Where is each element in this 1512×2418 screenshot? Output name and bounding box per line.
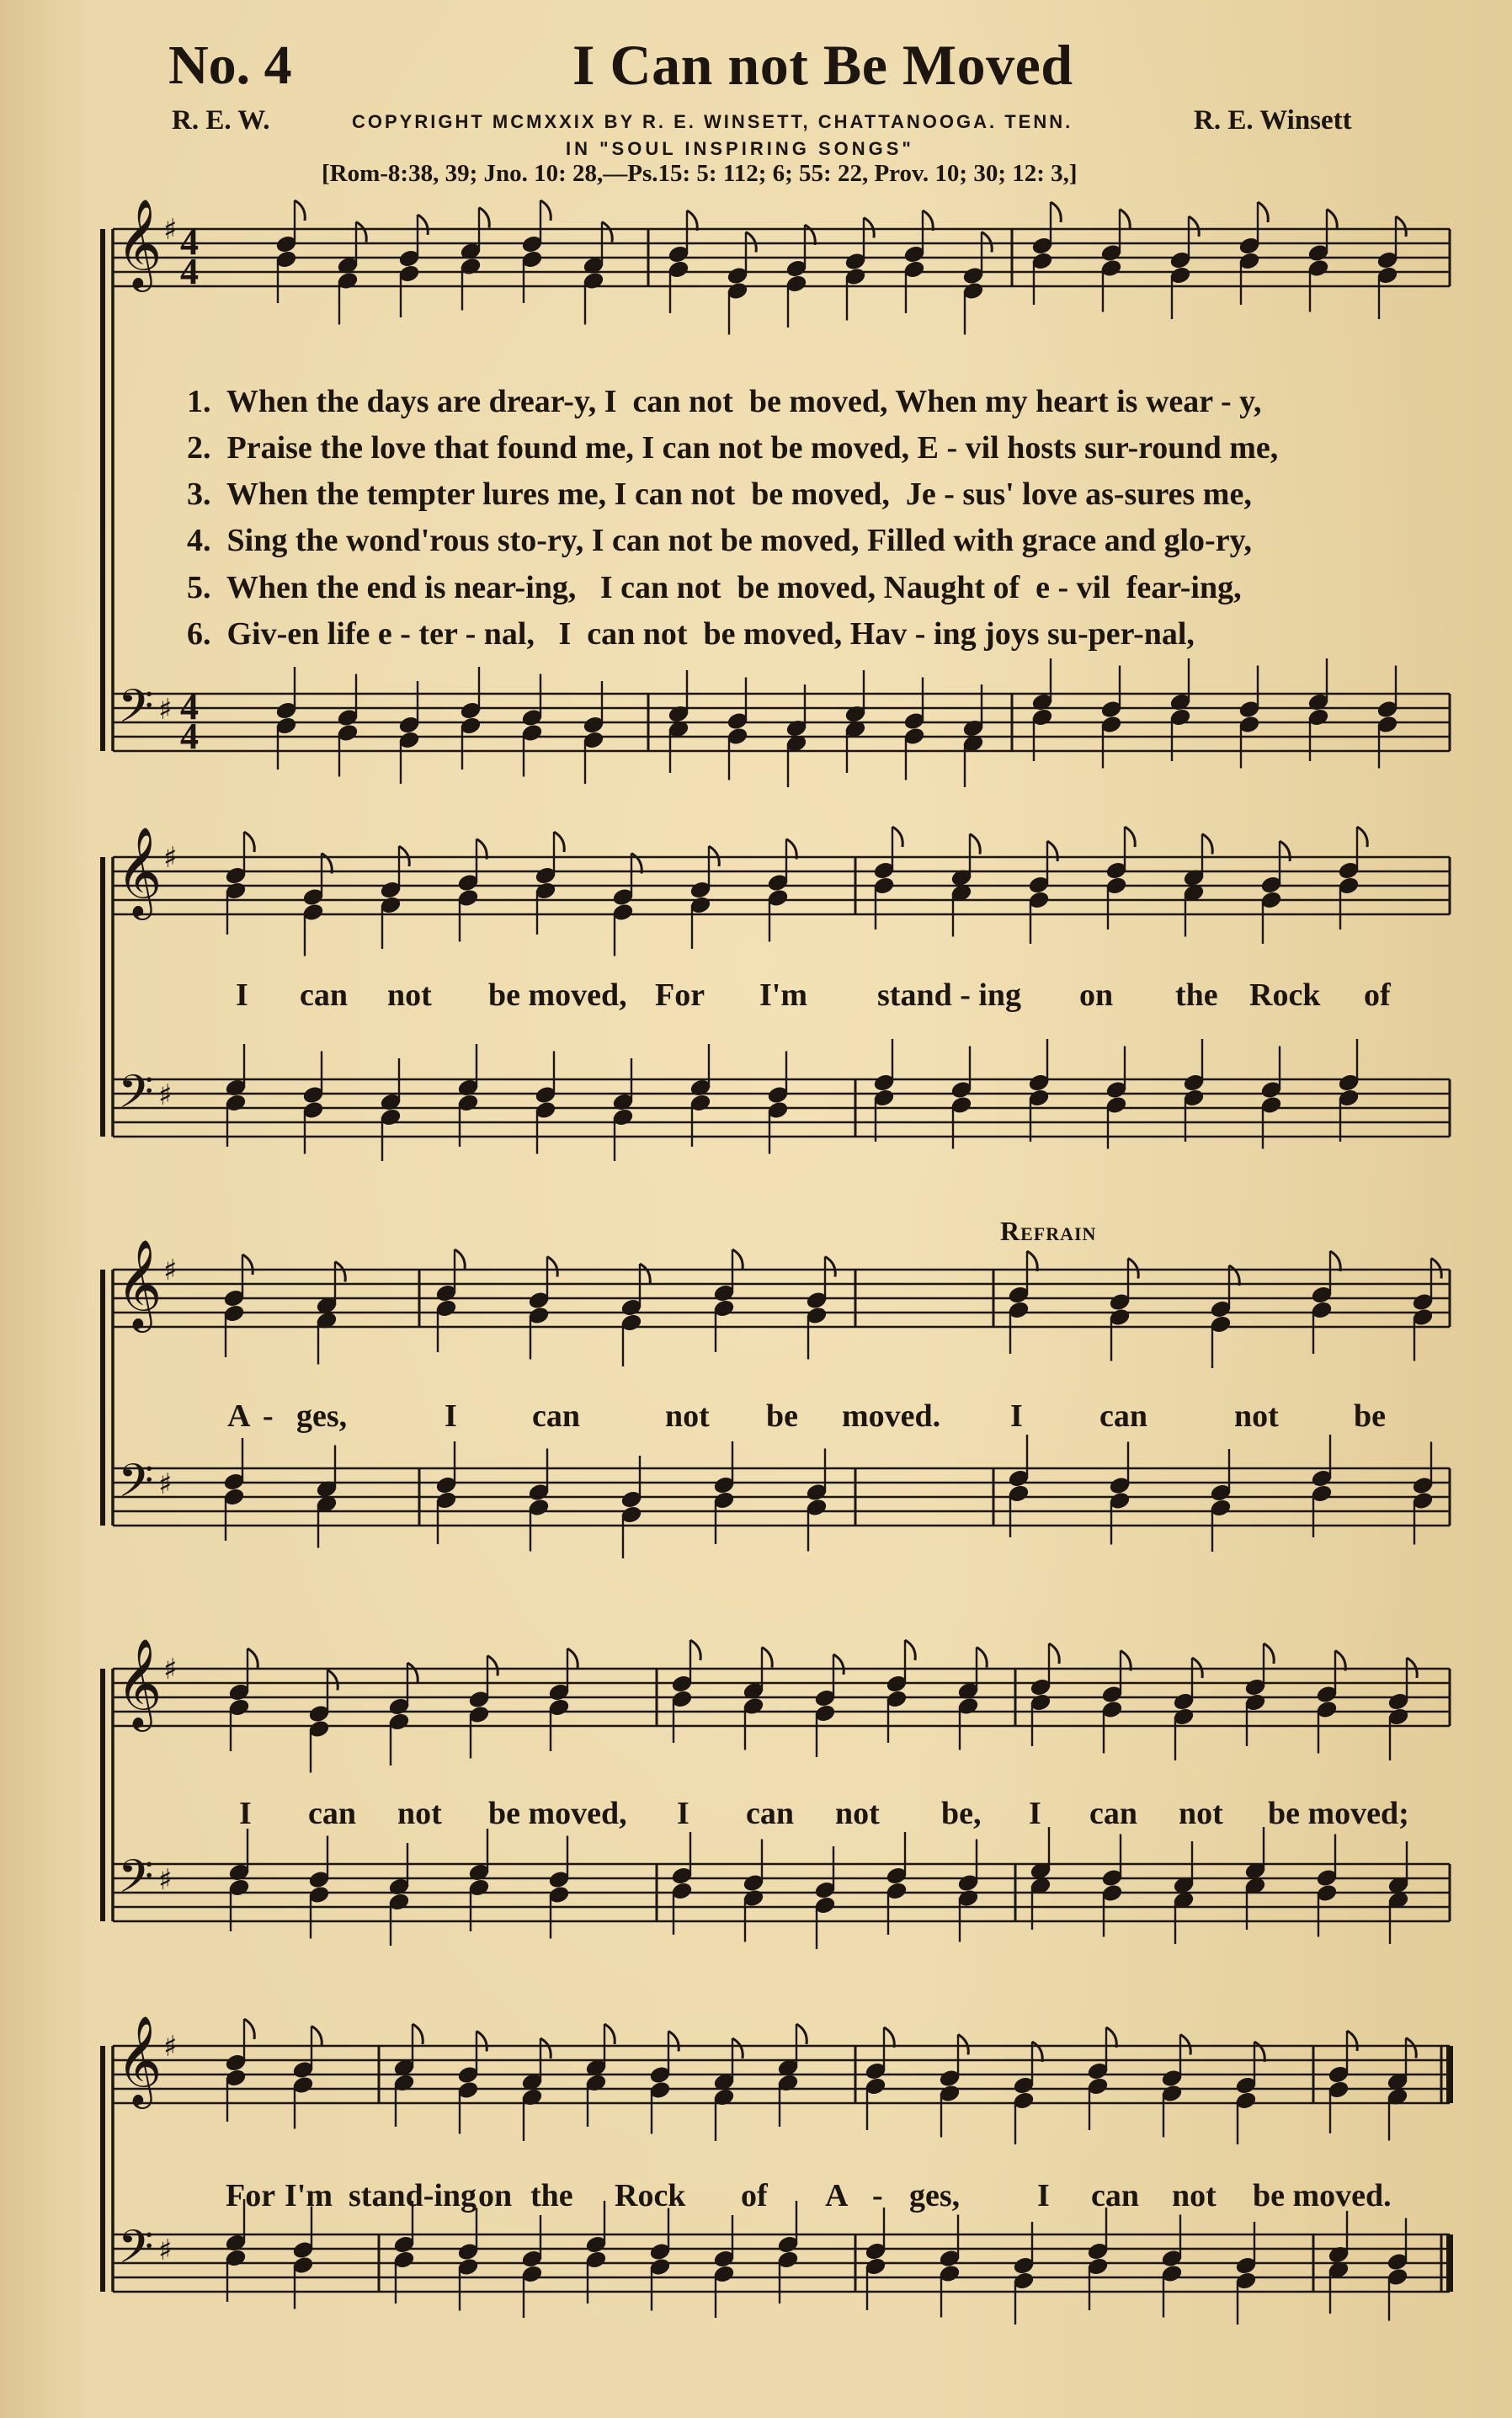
key-signature-sharp-icon: ♯ [163, 213, 178, 247]
key-signature-sharp-icon: ♯ [158, 693, 173, 727]
bass-clef-icon: 𝄢 [118, 1454, 154, 1519]
key-signature-sharp-icon: ♯ [158, 1079, 173, 1112]
hymn-title: I Can not Be Moved [572, 33, 1073, 97]
note-flag [982, 232, 992, 253]
note-flag [476, 2032, 487, 2052]
lyric-syllable: stand - ing [877, 977, 1022, 1013]
lyric-syllable: I [239, 1796, 252, 1831]
note-flag [805, 225, 815, 245]
verse-line-4: 4. Sing the wond'rous sto-ry, I can not be moved, Filled with grace and glo-ry, [187, 523, 1252, 558]
time-signature: 4 [180, 716, 199, 757]
note-flag [1264, 1643, 1274, 1664]
treble-clef-icon: 𝄞 [116, 1238, 162, 1329]
lyric-syllable: - [263, 1398, 274, 1434]
lyric-syllable: I [236, 977, 248, 1013]
note-flag [487, 1656, 498, 1676]
note-flag [687, 210, 697, 231]
note-flag [1051, 202, 1061, 222]
lyric-syllable: the [530, 2178, 573, 2213]
lyric-syllable: For [226, 2178, 276, 2213]
note-flag [554, 832, 564, 852]
note-flag [892, 827, 902, 847]
note-flag [1032, 2042, 1042, 2062]
lyricist: R. E. W. [172, 105, 270, 136]
time-signature: 4 [180, 221, 199, 263]
key-signature-sharp-icon: ♯ [158, 1467, 173, 1501]
lyric-syllable: can [1089, 1796, 1137, 1831]
lyric-syllable: the [1175, 977, 1218, 1013]
note-flag [864, 218, 874, 238]
lyric-syllable: I [445, 1398, 457, 1434]
note-flag [455, 1249, 465, 1270]
note-flag [407, 1663, 418, 1683]
lyric-syllable: be moved. [1253, 2178, 1392, 2213]
lyric-syllable: not [387, 977, 432, 1013]
note-flag [1431, 1259, 1441, 1279]
note-flag [1106, 2027, 1116, 2048]
note-flag [356, 222, 366, 242]
note-flag [1327, 210, 1337, 230]
note-flag [547, 1257, 557, 1277]
bass-clef-icon: 𝄢 [118, 2220, 154, 2285]
lyric-syllable: Rock [615, 2178, 686, 2213]
note-flag [1180, 2035, 1190, 2055]
key-signature-sharp-icon: ♯ [163, 841, 178, 875]
lyric-syllable: on [478, 2178, 513, 2213]
note-flag [833, 1654, 844, 1675]
lyric-syllable: I [677, 1796, 689, 1831]
note-flag [958, 2035, 968, 2055]
note-flag [327, 1670, 338, 1691]
hymn-number: No. 4 [168, 35, 292, 96]
note-flag [479, 208, 489, 228]
lyric-syllable: ges, [296, 1398, 348, 1434]
copyright-notice: COPYRIGHT MCMXXIX BY R. E. WINSETT, CHATTANOOGA. TENN. [352, 111, 1073, 132]
note-flag [1189, 216, 1199, 237]
lyric-syllable: can [1099, 1398, 1147, 1434]
note-flag [418, 215, 428, 235]
lyric-syllable: can [532, 1398, 580, 1434]
note-flag [640, 1264, 650, 1284]
note-flag [732, 2038, 743, 2058]
composer: R. E. Winsett [1194, 105, 1352, 136]
note-flag [311, 2027, 322, 2047]
verse-line-2: 2. Praise the love that found me, I can not be moved, E - vil hosts sur-round me, [187, 430, 1279, 466]
lyric-syllable: I [1010, 1398, 1023, 1434]
lyric-syllable: not [397, 1796, 442, 1831]
note-flag [970, 834, 980, 855]
note-flag [825, 1257, 835, 1277]
note-flag [248, 1648, 258, 1669]
treble-clef-icon: 𝄞 [116, 2015, 162, 2105]
key-signature-sharp-icon: ♯ [163, 1653, 178, 1686]
note-flag [1258, 202, 1268, 222]
bass-clef-icon: 𝄢 [118, 1065, 154, 1130]
lyric-syllable: stand-ing [349, 2178, 477, 2213]
treble-clef-icon: 𝄞 [116, 198, 162, 288]
note-flag [1128, 1259, 1138, 1279]
note-flag [977, 1648, 987, 1668]
note-flag [1229, 1265, 1239, 1286]
note-flag [1347, 2031, 1357, 2051]
lyric-syllable: not [1179, 1796, 1223, 1831]
lyric-syllable: I [1029, 1796, 1041, 1831]
lyric-syllable: not [665, 1398, 710, 1434]
key-signature-sharp-icon: ♯ [163, 2030, 178, 2064]
note-flag [796, 2024, 807, 2044]
lyric-syllable: can [1091, 2178, 1139, 2213]
lyric-syllable: be [766, 1398, 798, 1434]
lyric-syllable: on [1079, 977, 1114, 1013]
note-flag [567, 1648, 578, 1669]
note-flag [884, 2027, 894, 2048]
lyric-syllable: Rock [1249, 977, 1321, 1013]
lyric-syllable: - [872, 2178, 883, 2213]
lyric-syllable: of [741, 2178, 768, 2213]
scripture-references: [Rom-8:38, 39; Jno. 10: 28,—Ps.15: 5: 112; 6; 55: 22, Prov. 10; 30; 12: 3,] [322, 160, 1078, 187]
treble-clef-icon: 𝄞 [116, 826, 162, 916]
lyric-syllable: I'm [759, 977, 807, 1013]
note-flag [732, 1249, 743, 1270]
lyric-syllable: be moved, [488, 1796, 627, 1831]
refrain-label: Refrain [1000, 1216, 1097, 1246]
verse-line-6: 6. Giv-en life e - ter - nal, I can not be moved, Hav - ing joys su-per-nal, [187, 616, 1195, 652]
note-flag [295, 200, 305, 221]
lyric-syllable: be moved; [1268, 1796, 1409, 1831]
note-flag [1330, 1251, 1340, 1271]
lyric-syllable: A [227, 1398, 251, 1434]
lyric-syllable: can [300, 977, 348, 1013]
lyric-syllable: For [655, 977, 705, 1013]
lyric-syllable: be moved, [488, 977, 627, 1013]
lyric-syllable: I'm [285, 2178, 333, 2213]
note-flag [690, 1640, 700, 1660]
note-flag [413, 2024, 423, 2044]
treble-clef-icon: 𝄞 [116, 1638, 162, 1728]
note-flag [244, 2019, 254, 2039]
note-flag [668, 2032, 679, 2052]
note-flag [1396, 216, 1406, 237]
note-flag [1406, 2038, 1416, 2058]
bass-clef-icon: 𝄢 [118, 1850, 154, 1915]
note-flag [1027, 1251, 1037, 1271]
note-flag [1047, 841, 1057, 861]
lyric-syllable: ges, [909, 2178, 961, 2213]
lyric-syllable: not [1172, 2178, 1217, 2213]
note-flag [762, 1648, 772, 1668]
note-flag [1125, 827, 1135, 847]
note-flag [604, 2024, 615, 2044]
note-flag [1202, 834, 1212, 855]
note-flag [244, 832, 254, 852]
note-flag [1120, 210, 1130, 230]
book-credit: IN "SOUL INSPIRING SONGS" [566, 138, 914, 159]
verse-line-5: 5. When the end is near-ing, I can not be moved, Naught of e - vil fear-ing, [187, 570, 1242, 605]
time-signature: 4 [180, 686, 199, 727]
key-signature-sharp-icon: ♯ [158, 2234, 173, 2267]
lyric-syllable: A [825, 2178, 849, 2213]
key-signature-sharp-icon: ♯ [163, 1254, 178, 1287]
verse-line-1: 1. When the days are drear-y, I can not be moved, When my heart is wear - y, [187, 384, 1262, 419]
note-flag [540, 200, 551, 221]
note-flag [540, 2038, 551, 2058]
time-signature: 4 [180, 251, 199, 292]
lyric-syllable: moved. [842, 1398, 941, 1434]
note-flag [242, 1254, 253, 1275]
lyric-syllable: not [835, 1796, 880, 1831]
key-signature-sharp-icon: ♯ [158, 1863, 173, 1897]
note-flag [905, 1640, 915, 1660]
lyric-syllable: of [1364, 977, 1391, 1013]
note-flag [602, 222, 612, 242]
lyric-syllable: not [1234, 1398, 1279, 1434]
note-flag [746, 232, 756, 253]
note-flag [1357, 827, 1367, 847]
note-flag [1254, 2042, 1264, 2062]
lyric-syllable: can [308, 1796, 356, 1831]
bass-clef-icon: 𝄢 [118, 679, 154, 744]
lyric-syllable: be [1354, 1398, 1386, 1434]
verse-line-3: 3. When the tempter lures me, I can not be moved, Je - sus' love as-sures me, [187, 477, 1252, 512]
note-flag [923, 210, 933, 231]
note-flag [1280, 841, 1290, 861]
lyric-syllable: be, [941, 1796, 982, 1831]
note-flag [335, 1262, 345, 1282]
lyric-syllable: can [746, 1796, 794, 1831]
lyric-syllable: I [1037, 2178, 1050, 2213]
note-flag [1049, 1643, 1059, 1664]
